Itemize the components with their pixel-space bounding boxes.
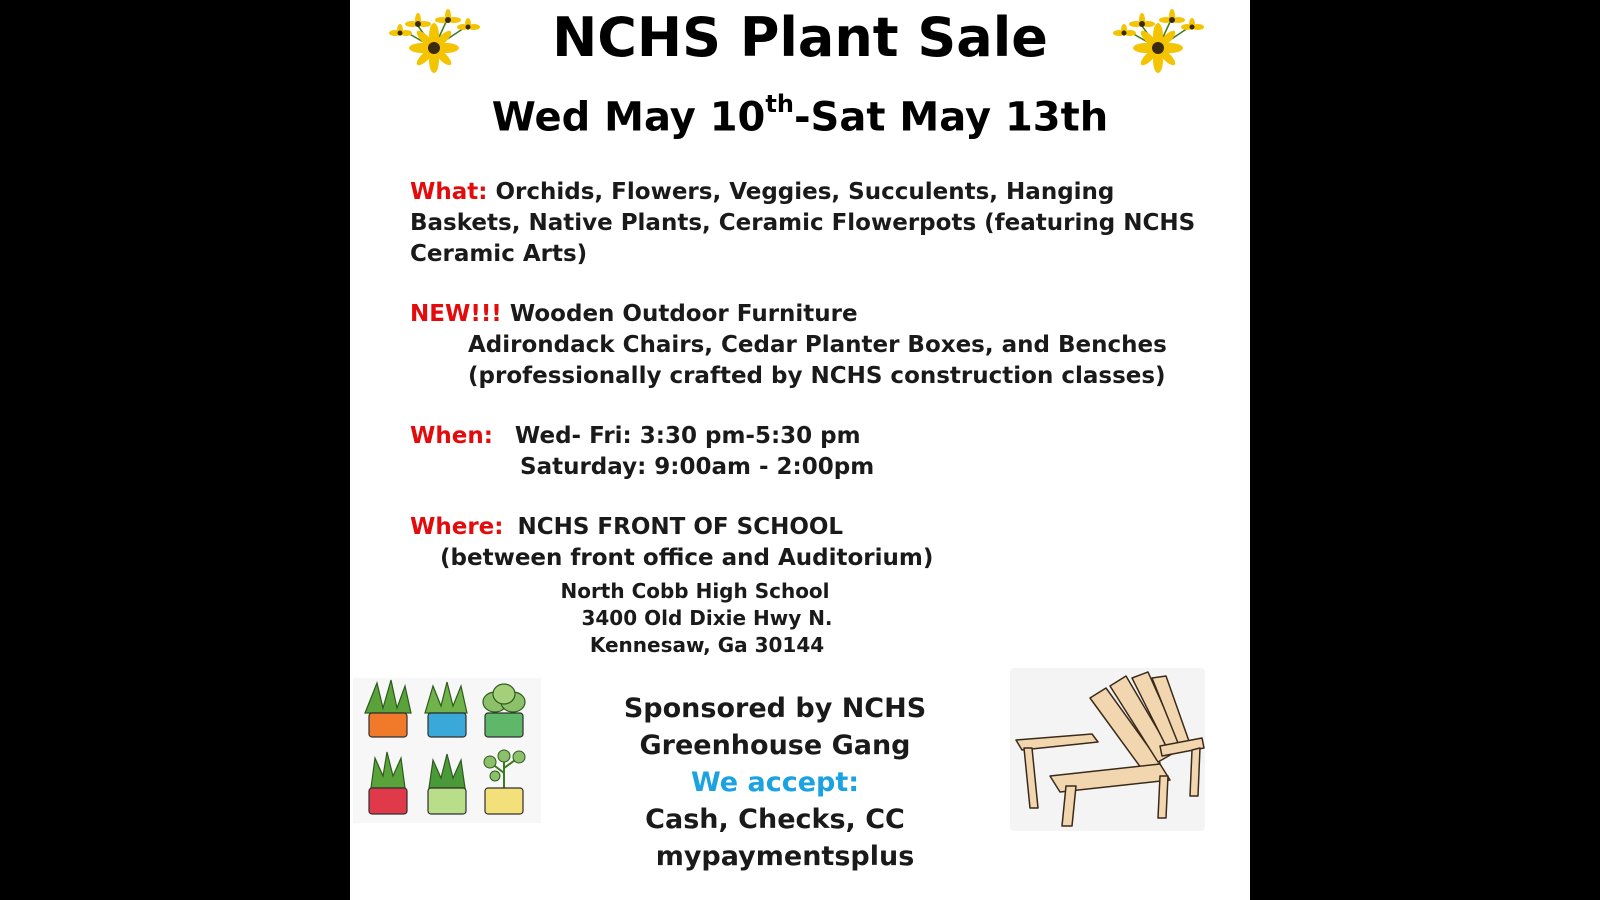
when-line-2: Saturday: 9:00am - 2:00pm [520, 454, 875, 480]
new-line-3: (professionally crafted by NCHS construction classes) [468, 363, 1166, 389]
new-line-1: Wooden Outdoor Furniture [509, 301, 858, 327]
what-line-3: Ceramic Arts) [410, 241, 588, 267]
plant-sale-flyer [350, 0, 1250, 900]
sale-dates [350, 80, 1250, 145]
new-line-2: Adirondack Chairs, Cedar Planter Boxes, and Benches [468, 332, 1167, 358]
flyer-title: NCHS Plant Sale [552, 6, 1048, 69]
what-line-2: Baskets, Native Plants, Ceramic Flowerpots (featuring NCHS [410, 210, 1196, 236]
what-section [410, 177, 1250, 270]
when-label: When: [410, 423, 493, 449]
payment-methods: Cash, Checks, CC [645, 804, 905, 835]
sponsor-block [530, 690, 1020, 875]
where-section [410, 512, 1250, 574]
start-date-suffix: th [765, 90, 794, 118]
succulent-pots-icon [353, 678, 541, 823]
street-address: 3400 Old Dixie Hwy N. [581, 606, 833, 630]
when-section [410, 421, 1250, 483]
accept-label: We accept: [690, 767, 860, 798]
when-line-1: Wed- Fri: 3:30 pm-5:30 pm [514, 423, 861, 449]
where-line-2: (between front office and Auditorium) [440, 545, 934, 571]
where-label: Where: [410, 514, 504, 540]
address-block [350, 578, 1040, 659]
end-date: -Sat May 13th [793, 94, 1109, 141]
new-section [410, 299, 1250, 392]
where-line-1: NCHS FRONT OF SCHOOL [517, 514, 844, 540]
what-label: What: [410, 179, 488, 205]
school-name: North Cobb High School [560, 579, 830, 603]
new-label: NEW!!! [410, 301, 502, 327]
what-line-1: Orchids, Flowers, Veggies, Succulents, Hanging [495, 179, 1115, 205]
city-address: Kennesaw, Ga 30144 [589, 633, 825, 657]
sponsor-line-1: Sponsored by NCHS [623, 693, 927, 724]
sponsor-line-2: Greenhouse Gang [639, 730, 911, 761]
start-date: Wed May 10 [491, 94, 766, 141]
adirondack-chair-icon [1010, 668, 1205, 831]
payment-platform: mypaymentsplus [655, 841, 915, 872]
